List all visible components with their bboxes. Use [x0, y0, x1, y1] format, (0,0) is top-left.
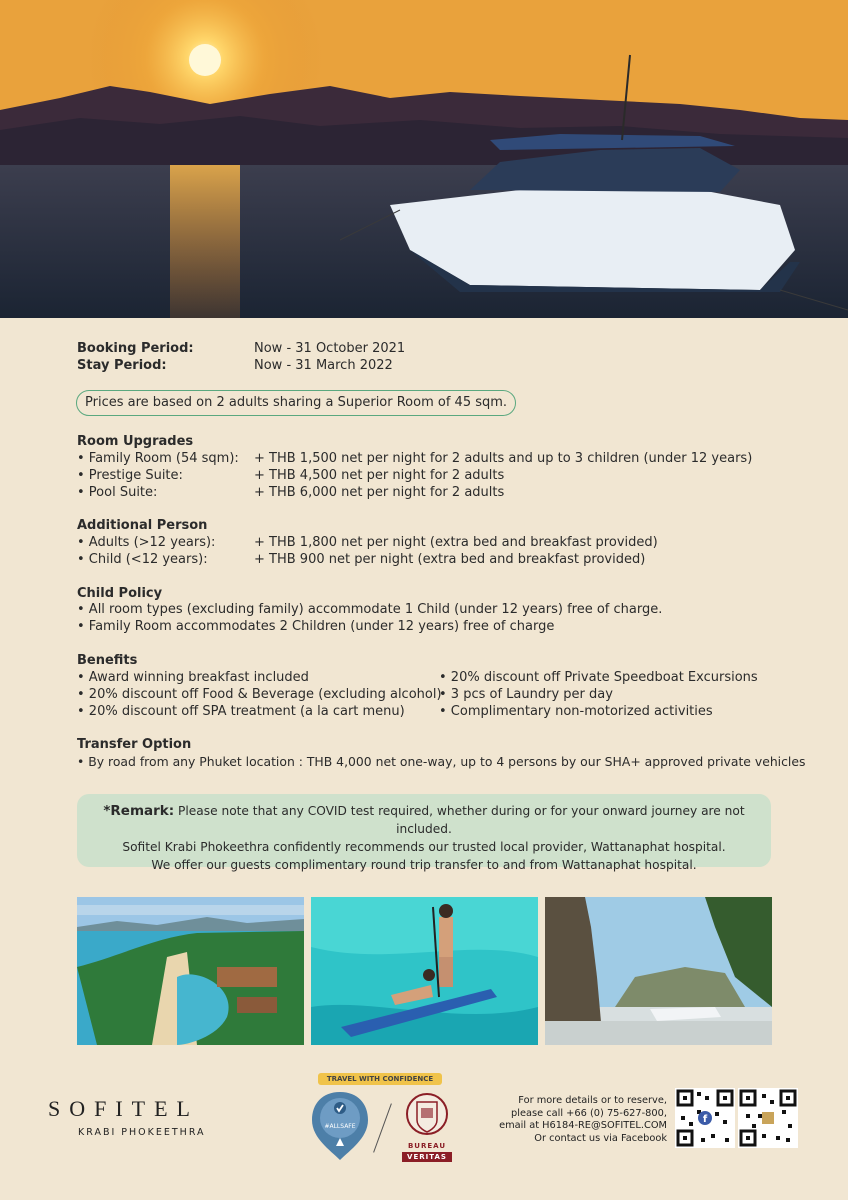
room-upgrade-label: • Pool Suite:	[77, 485, 158, 500]
benefit-item: • Award winning breakfast included	[77, 670, 309, 685]
room-upgrade-label: • Family Room (54 sqm):	[77, 451, 239, 466]
additional-person-label: • Child (<12 years):	[77, 552, 208, 567]
website-qr-code[interactable]	[738, 1088, 798, 1148]
allsafe-badge	[310, 1090, 370, 1162]
remark-line: Please note that any COVID test required, whether during or for your onward journey are not included.	[178, 804, 745, 836]
veritas-label: VERITAS	[402, 1152, 452, 1162]
transfer-item: • By road from any Phuket location : THB 4,000 net one-way, up to 4 persons by our SHA+ approved private vehicles	[77, 754, 806, 769]
resort-aerial-photo	[77, 897, 304, 1045]
room-upgrades-heading: Room Upgrades	[77, 434, 194, 449]
room-upgrade-price: + THB 6,000 net per night for 2 adults	[254, 485, 505, 500]
booking-period-label: Booking Period:	[77, 341, 194, 356]
travel-confidence-banner: TRAVEL WITH CONFIDENCE	[318, 1073, 442, 1085]
bureau-label: BUREAU	[407, 1142, 447, 1150]
remark-line: Sofitel Krabi Phokeethra confidently recommends our trusted local provider, Wattanaphat hospital.	[122, 840, 726, 854]
remark-line: We offer our guests complimentary round trip transfer to and from Wattanaphat hospital.	[151, 858, 697, 872]
benefit-item: • 20% discount off SPA treatment (a la cart menu)	[77, 704, 405, 719]
additional-person-label: • Adults (>12 years):	[77, 535, 216, 550]
facebook-qr-code[interactable]	[675, 1088, 735, 1148]
contact-line: For more details or to reserve,	[518, 1095, 667, 1106]
benefit-item: • 20% discount off Food & Beverage (excluding alcohol)	[77, 687, 442, 702]
contact-info	[480, 1095, 667, 1145]
paddleboard-photo	[311, 897, 538, 1045]
price-basis-note: Prices are based on 2 adults sharing a Superior Room of 45 sqm.	[76, 390, 516, 416]
benefit-item: • Complimentary non-motorized activities	[439, 704, 713, 719]
room-upgrade-price: + THB 4,500 net per night for 2 adults	[254, 468, 505, 483]
svg-text:f: f	[702, 1114, 708, 1125]
benefit-item: • 20% discount off Private Speedboat Excursions	[439, 670, 758, 685]
limestone-cliffs-boat-photo	[545, 897, 772, 1045]
additional-person-heading: Additional Person	[77, 518, 208, 533]
hero-sunset-speedboat-photo	[0, 0, 848, 318]
benefits-heading: Benefits	[77, 653, 138, 668]
room-upgrade-price: + THB 1,500 net per night for 2 adults and up to 3 children (under 12 years)	[254, 451, 753, 466]
additional-person-price: + THB 900 net per night (extra bed and breakfast provided)	[254, 552, 646, 567]
contact-line: Or contact us via Facebook	[534, 1132, 667, 1144]
stay-period-label: Stay Period:	[77, 358, 167, 373]
child-policy-item: • All room types (excluding family) accommodate 1 Child (under 12 years) free of charge.	[77, 602, 663, 617]
child-policy-item: • Family Room accommodates 2 Children (under 12 years) free of charge	[77, 619, 555, 634]
child-policy-heading: Child Policy	[77, 586, 163, 601]
covid-remark-box	[77, 794, 771, 872]
transfer-heading: Transfer Option	[77, 737, 192, 752]
contact-email[interactable]: email at H6184-RE@SOFITEL.COM	[499, 1120, 667, 1131]
stay-period-value: Now - 31 March 2022	[254, 358, 393, 373]
booking-period-value: Now - 31 October 2021	[254, 341, 406, 356]
remark-title: *Remark:	[103, 803, 175, 819]
room-upgrade-label: • Prestige Suite:	[77, 468, 183, 483]
allsafe-label: #ALLSAFE	[324, 1123, 356, 1130]
divider-slash	[373, 1103, 392, 1152]
bureau-veritas-badge	[397, 1090, 457, 1164]
sofitel-logo: SOFITEL	[48, 1096, 199, 1121]
contact-line: please call +66 (0) 75-627-800,	[511, 1107, 667, 1119]
benefit-item: • 3 pcs of Laundry per day	[439, 687, 613, 702]
additional-person-price: + THB 1,800 net per night (extra bed and breakfast provided)	[254, 535, 658, 550]
hotel-location: KRABI PHOKEETHRA	[78, 1127, 206, 1138]
